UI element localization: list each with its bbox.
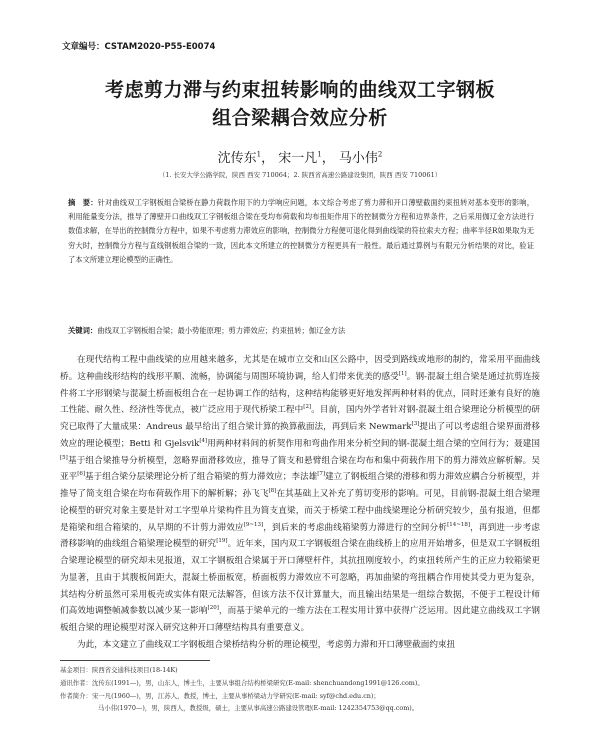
body-text-run: 在现代结构工程中曲线梁的应用越来越多，尤其是在城市立交和山区公路中，因受到路线或地形的制约，常采用平面曲线桥。这种曲线形结构的线形平顺、流畅，协调能与周围环境协调，给人们带来优美的感受 — [60, 355, 540, 382]
citation-ref: [3] — [411, 421, 420, 428]
body-text-run: 。钢-混凝土组合梁是通过抗剪连接件将工字形钢梁与混凝土桥面板组合在一起协调工作的结构，这种结构能够更好地发挥两种材料的优点，同时还兼有良好的施工性能、耐久性、经济性等优点，被广泛应用于现代桥梁工程中 — [60, 371, 540, 416]
body-text-run: 建立了钢板组合梁的滑移和剪力滞效应耦合分析模型，并推导了简支组合梁在均布荷载作用下的解析解；孙飞飞 — [60, 472, 540, 499]
body-text-run: 用两种材料间的析契作用和弯曲作用来分析空间的钢-混凝土组合梁的空间行为；聂建国 — [207, 438, 541, 449]
keywords-text: 曲线双工字钢板组合梁；最小势能原理；剪力滞效应；约束扭转；伽辽金方法 — [97, 326, 346, 335]
citation-ref: [1] — [398, 370, 407, 377]
body-text — [60, 352, 540, 654]
article-number: 文章编号：CSTAM2020-P55-E0074 — [62, 42, 216, 52]
author-separator: ， — [261, 151, 275, 166]
keywords-label: 关键词： — [68, 326, 98, 335]
author-separator: ， — [321, 151, 335, 166]
author-list — [0, 147, 600, 166]
body-text-run: 提出了可以考虑组合梁界面滑移效应的理论模型；Betti 和 Gjelsvik — [60, 422, 540, 449]
author-bio: 马小伟(1970—)，男，陕西人，教授级，硕士，主要从事高速公路建设管理(E-mail: 1242354753@qq.com)。 — [98, 704, 419, 713]
author-name: 马小伟 — [338, 151, 378, 166]
footnotes — [60, 664, 540, 715]
author-affil-mark: 1 — [256, 150, 262, 159]
author-name: 沈传东 — [217, 151, 257, 166]
citation-ref: [8] — [268, 488, 277, 495]
citation-ref: [14~18] — [447, 521, 470, 528]
abstract-label: 摘 要： — [68, 198, 98, 207]
fund-note: 基金项目：陕西省交通科技项目(18-14K) — [60, 666, 178, 674]
body-text-run: ，再到进一步考虑滑移影响的曲线组合箱梁理论模型的研究 — [60, 522, 540, 550]
body-paragraph — [60, 352, 540, 637]
author-bio: 作者简介：宋一凡(1960—)，男，江苏人，教授，博士，主要从事桥梁动力学研究(E-mail: syf@chd.edu.cn)； — [60, 691, 380, 700]
author-name: 宋一凡 — [278, 151, 318, 166]
body-text-run: 。近年来，国内双工字钢板组合梁在曲线桥上的应用开始增多，但是双工字钢板组合梁理论模型的研究却未见报道，双工字钢板组合梁属于开口薄壁杆件，其抗扭刚度较小，约束扭转所产生的正应力较箱梁更为显著，且由于其腹板间距大，混凝土桥面板宽，桥面板剪力滞效应不可忽略，再加曲梁的弯扭耦合作用使其受力更为复杂，其结构分析虽然可采用板壳或实体有限元法解答，但该方法不仅计算量大，而且输出结果是一组综合数据，不便于工程设计师们高效地调整帧减参数以减少某一影响 — [60, 539, 540, 617]
citation-ref: [7] — [317, 471, 325, 478]
paper-title-line-2: 组合梁耦合效应分析 — [212, 107, 388, 129]
body-text-run: 基于组合梁推导分析模型，忽略界面滑移效应，推导了简支和悬臂组合梁在均布和集中荷载作用下的剪力滞效应解析解。吴亚平 — [60, 455, 540, 483]
author-affil-mark: 1 — [317, 150, 322, 159]
citation-ref: [4] — [199, 437, 208, 444]
body-paragraph: 为此，本文建立了曲线双工字钢板组合梁桥结构分析的理论模型，考虑剪力滞和开口薄壁截面约束扭 — [77, 639, 456, 650]
body-text-run: ，而基于梁单元的一维方法在工程实用计算中获得广泛运用。因此建立曲线双工字钢板组合梁的理论模型对深入研究这种开口薄壁结构具有重要意义。 — [60, 606, 540, 633]
citation-ref: [20] — [207, 605, 219, 612]
footnote-divider — [60, 660, 210, 661]
paper-title-line-1: 考虑剪力滞与约束扭转影响的曲线双工字钢板 — [104, 79, 495, 101]
author-affil-mark: 2 — [377, 150, 383, 159]
citation-ref: [2] — [303, 404, 312, 411]
body-text-run: ，到后来的考虑曲线箱梁剪力滞进行的空间分析 — [263, 522, 448, 533]
body-text-run: 。目前，国内外学者针对钢-混凝土组合梁理论分析模型的研究已取得了大量成果：Andreus 最早给出了组合梁计算的换算截面法，再到后来 Newmark — [60, 405, 540, 432]
abstract — [68, 196, 534, 267]
body-text-run: 基于组合梁分层梁理论分析了组合箱梁的剪力滞效应；李法雄 — [85, 472, 318, 483]
author-bio: 通讯作者：沈传东(1991—)，男，山东人，博士生，主要从事组合结构桥梁研究(E-mail: shenchuandong1991@126.com)。 — [60, 678, 424, 687]
abstract-text: 针对曲线双工字钢板组合梁桥在静力荷载作用下的力学响应问题，本文综合考虑了剪力滞和开口薄壁截面约束扭转对基本变形的影响，利用能量变分法，推导了薄壁开口曲线双工字钢板组合梁在受均布荷载和均布扭矩作用下的控制微分方程和边界条件，之后采用伽辽金方法进行数值求解，在导出的控制微分方程中，如果不考虑剪力滞效应的影响，控制微分方程便可退化得到曲线梁的符拉索夫方程；曲率半径R如果取为无穷大时，控制微分方程与直线钢板组合梁的一致，因此本文所建立的控制微分方程更具有一般性。最后通过算例与有限元分析结果的对比，验证了本文所建立理论模型的正确性。 — [68, 198, 534, 264]
citation-ref: [19] — [216, 538, 228, 545]
affiliation: （1. 长安大学公路学院，陕西 西安 710064；2. 陕西省高速公路建设集团，陕西 西安 710061） — [158, 171, 442, 179]
citation-ref: [6] — [77, 471, 85, 478]
body-text-run: 在其基础上又补充了剪切变形的影响。可见，目前钢-混凝土组合梁理论模型的研究对象主要是针对工字型单片梁构件且为简支直梁，而关于桥梁工程中曲线梁理论分析研究较少，虽有报道，但都是箱梁和组合箱梁的，从早期的不计剪力滞效应 — [60, 489, 540, 533]
keywords — [68, 326, 534, 336]
citation-ref: [9~13] — [243, 521, 264, 528]
citation-ref: [5] — [60, 454, 68, 461]
